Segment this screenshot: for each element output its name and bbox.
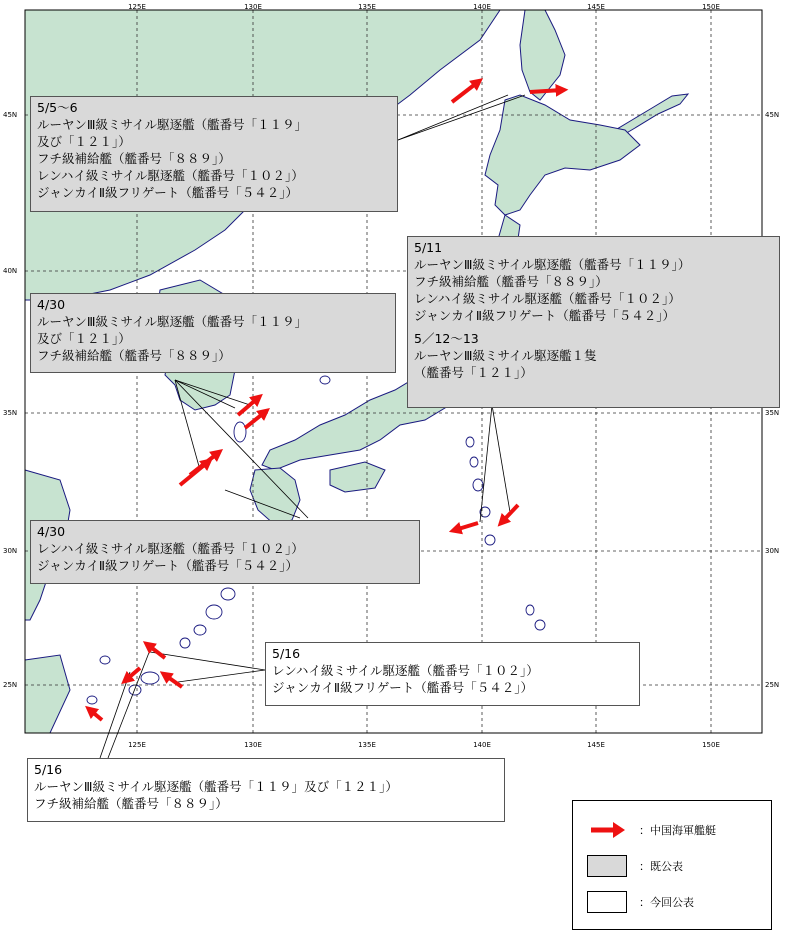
event-line: ルーヤンⅢ級ミサイル駆逐艦１隻 <box>414 348 597 363</box>
event-line: ルーヤンⅢ級ミサイル駆逐艦（艦番号「１１９」） <box>414 257 691 272</box>
lat-tick-label: 30N <box>765 547 780 555</box>
event-date: 4/30 <box>37 524 66 539</box>
legend-label: ：中国海軍艦艇 <box>639 824 716 837</box>
event-box-0516-a <box>265 642 640 706</box>
event-date: 5/16 <box>34 762 63 777</box>
event-box-0516-b <box>27 758 505 822</box>
event-box-0505 <box>30 96 398 212</box>
lon-tick-label: 130E <box>244 3 262 11</box>
lat-tick-label: 35N <box>765 409 780 417</box>
event-date: 5/11 <box>414 240 443 255</box>
legend-label: ：今回公表 <box>639 896 694 909</box>
event-date: 5／12～13 <box>414 331 479 346</box>
lon-tick-label: 135E <box>358 3 376 11</box>
event-date: 5/5～6 <box>37 100 78 115</box>
legend-label: ：既公表 <box>639 860 683 873</box>
event-line: ルーヤンⅢ級ミサイル駆逐艦（艦番号「１１９」 <box>37 314 308 329</box>
event-line: ジャンカイⅡ級フリゲート（艦番号「５４２」） <box>37 185 299 200</box>
gray-box-icon <box>587 855 627 877</box>
event-line: 及び「１２１」） <box>37 331 131 346</box>
legend-item-previous <box>587 855 683 877</box>
legend-item-vessel <box>587 819 716 841</box>
white-box-icon <box>587 891 627 913</box>
event-date: 5/16 <box>272 646 301 661</box>
event-line: レンハイ級ミサイル駆逐艦（艦番号「１０２」） <box>37 168 304 183</box>
lat-tick-label: 35N <box>3 409 18 417</box>
lon-tick-label: 125E <box>128 741 146 749</box>
event-line: ジャンカイⅡ級フリゲート（艦番号「５４２」） <box>272 680 534 695</box>
lat-tick-label: 45N <box>765 111 780 119</box>
event-line: フチ級補給艦（艦番号「８８９」） <box>37 348 231 363</box>
lat-tick-label: 25N <box>3 681 18 689</box>
event-line: ジャンカイⅡ級フリゲート（艦番号「５４２」） <box>414 308 676 323</box>
red-arrow-icon <box>587 819 627 841</box>
event-line: ジャンカイⅡ級フリゲート（艦番号「５４２」） <box>37 558 299 573</box>
lon-tick-label: 135E <box>358 741 376 749</box>
lon-tick-label: 145E <box>587 3 605 11</box>
event-line: フチ級補給艦（艦番号「８８９」） <box>37 151 231 166</box>
red-arrow-icon <box>530 90 562 92</box>
lon-tick-label: 130E <box>244 741 262 749</box>
event-line: ルーヤンⅢ級ミサイル駆逐艦（艦番号「１１９」及び「１２１」） <box>34 779 398 794</box>
event-line: フチ級補給艦（艦番号「８８９」） <box>34 796 228 811</box>
event-box-0430-b <box>30 520 420 584</box>
event-line: レンハイ級ミサイル駆逐艦（艦番号「１０２」） <box>272 663 539 678</box>
event-line: レンハイ級ミサイル駆逐艦（艦番号「１０２」） <box>37 541 304 556</box>
event-line: ルーヤンⅢ級ミサイル駆逐艦（艦番号「１１９」 <box>37 117 308 132</box>
lat-tick-label: 30N <box>3 547 18 555</box>
legend <box>572 800 772 930</box>
event-box-0511 <box>407 236 780 408</box>
event-line: （艦番号「１２１」） <box>414 365 533 380</box>
event-line: フチ級補給艦（艦番号「８８９」） <box>414 274 608 289</box>
event-line: レンハイ級ミサイル駆逐艦（艦番号「１０２」） <box>414 291 681 306</box>
lon-tick-label: 145E <box>587 741 605 749</box>
lat-tick-label: 40N <box>3 267 18 275</box>
lon-tick-label: 125E <box>128 3 146 11</box>
lon-tick-label: 140E <box>473 741 491 749</box>
lat-tick-label: 25N <box>765 681 780 689</box>
lat-tick-label: 45N <box>3 111 18 119</box>
lon-tick-label: 150E <box>702 741 720 749</box>
event-box-0430-a <box>30 293 396 373</box>
lon-tick-label: 140E <box>473 3 491 11</box>
event-line: 及び「１２１」） <box>37 134 131 149</box>
event-date: 4/30 <box>37 297 66 312</box>
lon-tick-label: 150E <box>702 3 720 11</box>
legend-item-current <box>587 891 694 913</box>
